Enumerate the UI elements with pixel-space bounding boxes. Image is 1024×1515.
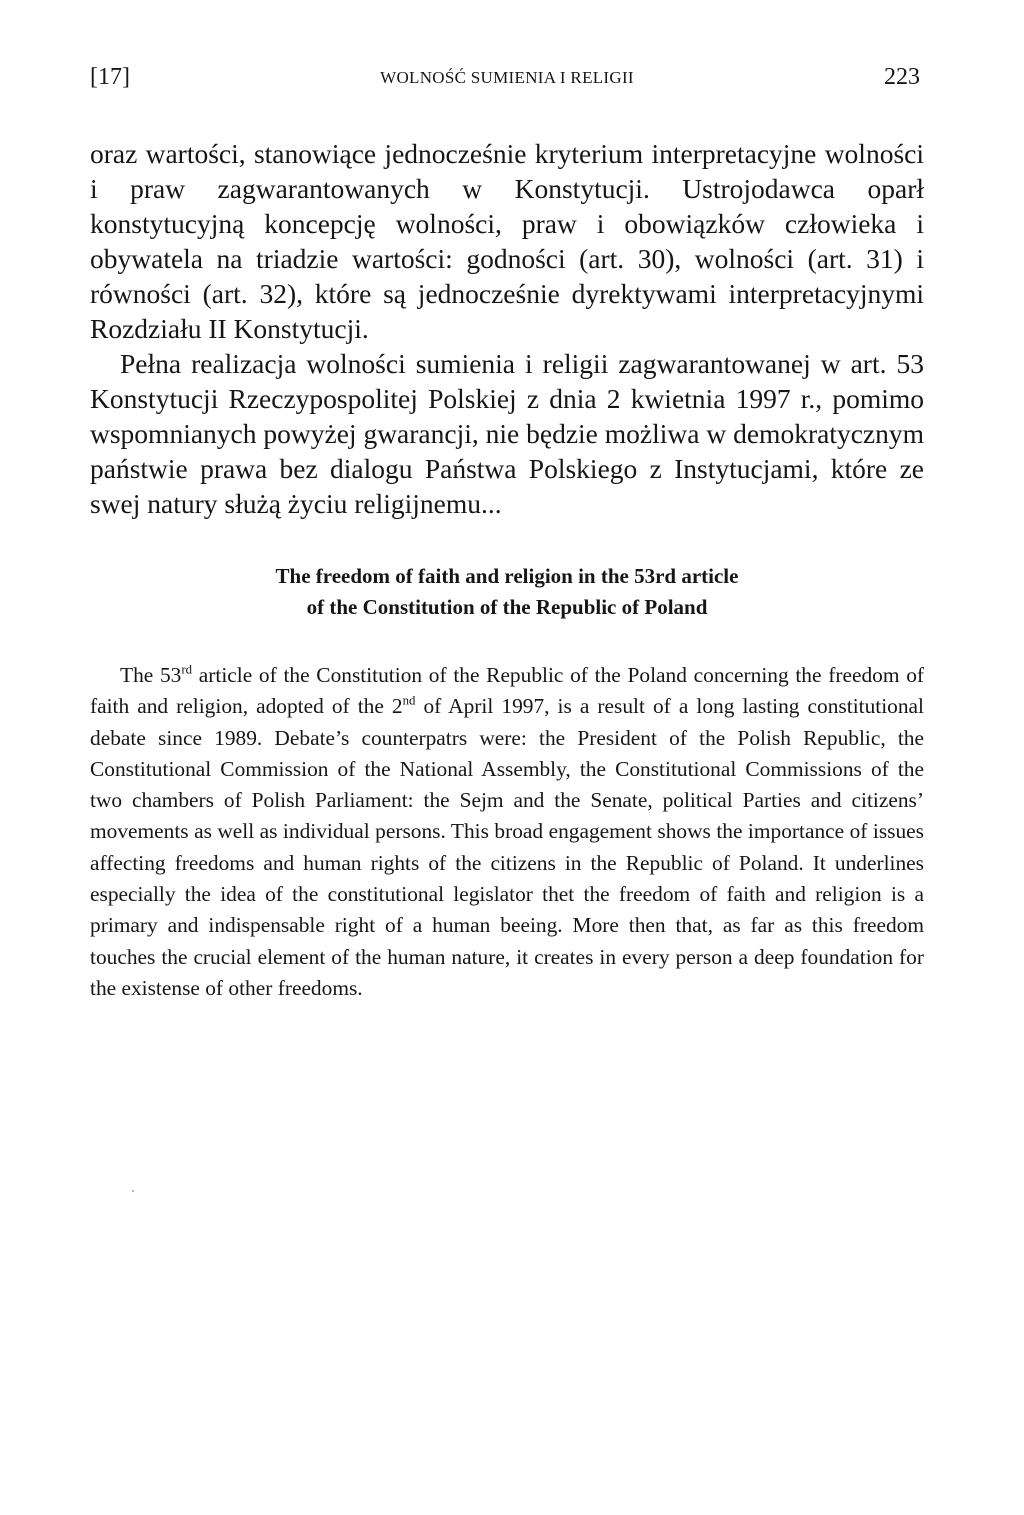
ordinal-suffix-rd: rd [181, 662, 193, 677]
polish-paragraph-2: Pełna realizacja wolności sumienia i religii zagwarantowanej w art. 53 Konstytucji Rzeczypospolitej Polskiej z dnia 2 kwietnia 1997 r., pomimo wspomnianych powyżej gwarancji, nie będzie możliwa w demokratycznym państwie prawa bez dialogu Państwa Polskiego z Instytucjami, które ze swej natury służą życiu religijnemu... [90, 348, 924, 519]
summary-segment-1: The 53 [120, 663, 182, 687]
polish-paragraph-1: oraz wartości, stanowiące jednocześnie kryterium interpretacyjne wolności i praw zagwarantowanych w Konstytucji. Ustrojodawca oparł konstytucyjną koncepcję wolności, praw i obowiązków człowieka i obywatela na triadzie wartości: godności (art. 30), wolności (art. 31) i równości (art. 32), które są jednocześnie dyrektywami interpretacyjnymi Rozdziału II Konstytucji. [90, 138, 924, 344]
summary-title-line-2: of the Constitution of the Republic of Poland [306, 595, 708, 619]
running-title: WOLNOŚĆ SUMIENIA I RELIGII [380, 68, 634, 87]
ordinal-suffix-nd: nd [402, 693, 416, 708]
running-header [90, 58, 924, 98]
polish-body-text [90, 136, 924, 521]
page [90, 58, 924, 1004]
page-number: 223 [884, 64, 920, 90]
summary-paragraph [90, 660, 924, 1004]
scan-speck [132, 1190, 134, 1192]
chapter-number: [17] [90, 64, 130, 90]
summary-segment-2: article of the Constitution of the Republic of the Poland concerning the freedom of faith and religion, adopted of the 2 [90, 663, 925, 719]
summary-title-line-1: The freedom of faith and religion in the 53rd article [275, 564, 739, 588]
summary-segment-3: of April 1997, is a result of a long lasting constitutional debate since 1989. Debate’s counterpatrs were: the President of the Polish Republic, the Constitutional Commission of the National Assembly, the Constitutional Commissions of the two chambers of Polish Parliament: the Sejm and the Senate, political Parties and citizens’ movements as well as individual persons. This broad engagement shows the importance of issues affecting freedoms and human rights of the citizens in the Republic of Poland. It underlines especially the idea of the constitutional legislator thet the freedom of faith and religion is a primary and indispensable right of a human beeing. More then that, as far as this freedom touches the crucial element of the human nature, it creates in every person a deep foundation for the existense of other freedoms. [90, 694, 924, 1000]
summary-title [90, 561, 924, 623]
summary-body-text [90, 660, 924, 1004]
